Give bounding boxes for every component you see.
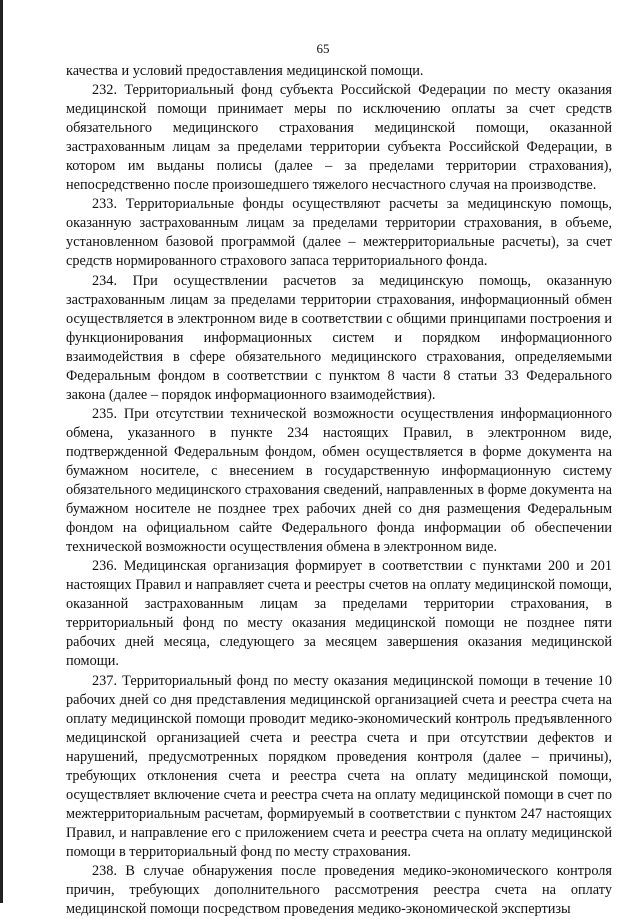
paragraph-237: 237. Территориальный фонд по месту оказания медицинской помощи в течение 10 рабочих дней со дня представления медицинской организацией счета и реестра счета на оплату медицинской помощи проводит медико-экономический контроль предъявленного медицинской организацией счета и реестра счета и при отсутствии дефектов и нарушений, предусмотренных порядком проведения контроля (далее – причины), требующих отклонения счета и реестра счета на оплату медицинской помощи, осуществляет включение счета и реестра счета на оплату медицинской помощи в счет по межтерриториальным расчетам, формируемый в соответствии с пунктом 247 настоящих Правил, и направление его с приложением счета и реестра счета на оплату медицинской помощи в территориальный фонд по месту страхования. [66, 672, 612, 860]
document-body [66, 62, 612, 919]
paragraph-235: 235. При отсутствии технической возможности осуществления информационного обмена, указанного в пункте 234 настоящих Правил, в электронном виде, подтвержденной Федеральным фондом, обмен осуществляется в форме документа на бумажном носителе, с внесением в государственную информационную систему обязательного медицинского страхования сведений, направленных в форме документа на бумажном носителе не позднее трех рабочих дней со дня размещения Федеральным фондом на официальном сайте Федерального фонда информации об обеспечении технической возможности осуществления обмена в электронном виде. [66, 405, 612, 556]
paragraph-continuation: качества и условий предоставления медицинской помощи. [66, 63, 424, 79]
page-number: 65 [316, 41, 330, 56]
paragraph-232: 232. Территориальный фонд субъекта Российской Федерации по месту оказания медицинской помощи принимает меры по исключению оплаты за счет средств обязательного медицинского страхования медицинской помощи, оказанной застрахованным лицам за пределами территории субъекта Российской Федерации, в котором им выданы полисы (далее – за пределами территории страхования), непосредственно после произошедшего тяжелого несчастного случая на производстве. [66, 82, 612, 194]
paragraph-233: 233. Территориальные фонды осуществляют расчеты за медицинскую помощь, оказанную застрахованным лицам за пределами территории страхования, в объеме, установленном базовой программой (далее – межтерриториальные расчеты), за счет средств нормированного страхового запаса территориального фонда. [66, 196, 612, 270]
paragraph-234: 234. При осуществлении расчетов за медицинскую помощь, оказанную застрахованным лицам за пределами территории страхования, информационный обмен осуществляется в электронном виде в соответствии с общими принципами построения и функционирования информационных систем и порядком информационного взаимодействия в сфере обязательного медицинского страхования, определяемыми Федеральным фондом в соответствии с пунктом 8 части 8 статьи 33 Федерального закона (далее – порядок информационного взаимодействия). [66, 272, 612, 403]
paragraph-238: 238. В случае обнаружения после проведения медико-экономического контроля причин, требующих дополнительного рассмотрения реестра счета на оплату медицинской помощи посредством проведения медико-экономической экспертизы [66, 862, 612, 918]
paragraph-236: 236. Медицинская организация формирует в соответствии с пунктами 200 и 201 настоящих Правил и направляет счета и реестры счетов на оплату медицинской помощи, оказанной застрахованным лицам за пределами территории страхования, в территориальный фонд по месту оказания медицинской помощи не позднее пяти рабочих дней месяца, следующего за месяцем завершения оказания медицинской помощи. [66, 558, 612, 670]
